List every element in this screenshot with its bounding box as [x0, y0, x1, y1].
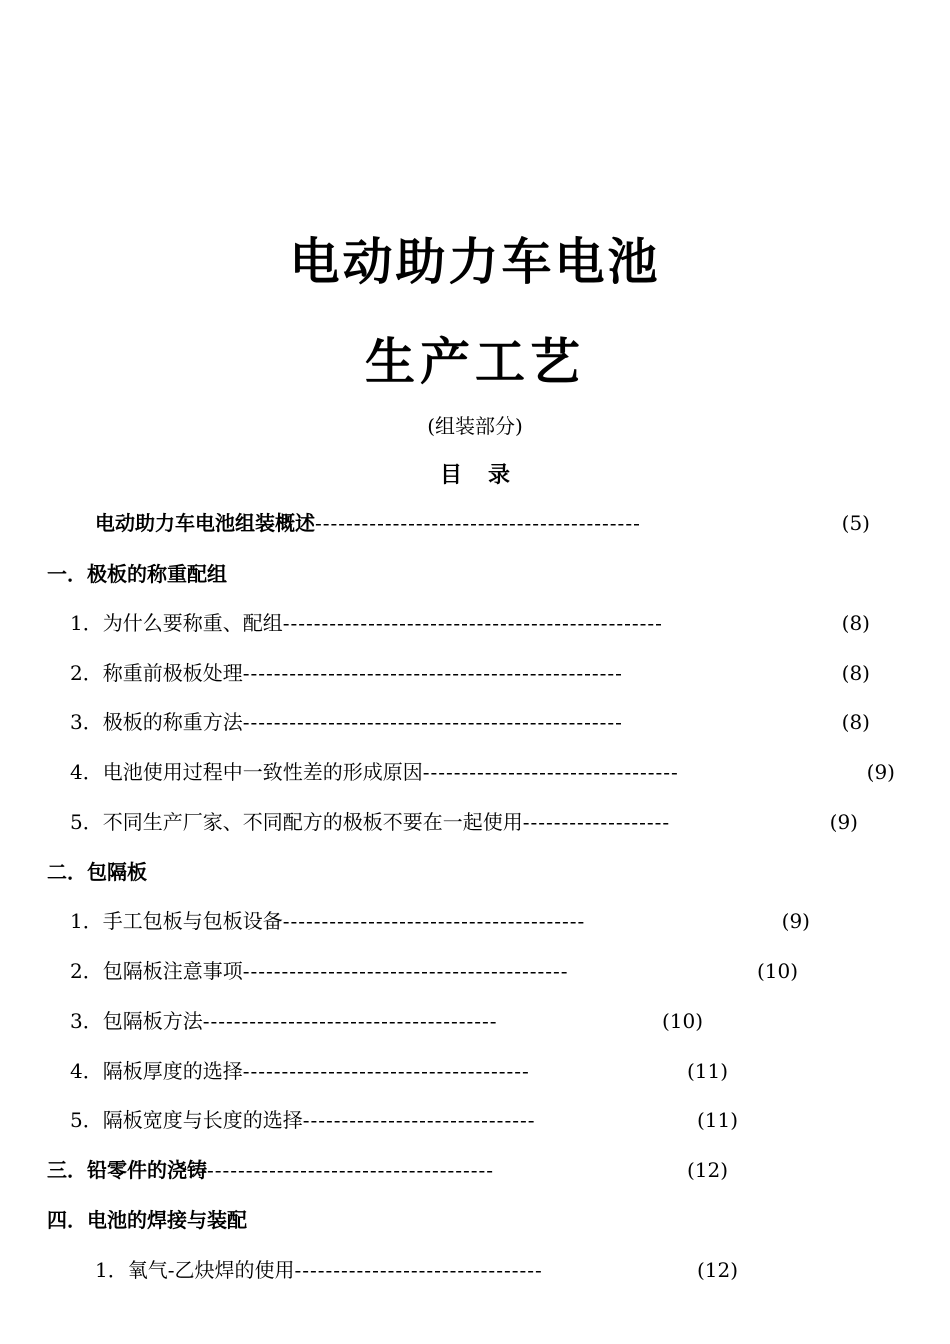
subtitle-close-paren: ) — [515, 414, 523, 438]
toc-entry-label: 5．不同生产厂家、不同配方的极板不要在一起使用 — [70, 810, 523, 834]
toc-dot-leader: -------------------------------------- — [202, 1009, 498, 1033]
toc-dot-leader: ------------------------------------------------- — [242, 661, 623, 685]
toc-entry-label: 2．包隔板注意事项 — [70, 959, 243, 983]
toc-entry[interactable] — [95, 1256, 738, 1284]
toc-dot-leader: ------------------------------------- — [207, 1158, 495, 1182]
toc-dot-leader: ------------------------------------------ — [315, 511, 641, 535]
toc-dot-leader: ------------------------------------- — [242, 1059, 530, 1083]
toc-page-number: (5) — [841, 511, 870, 535]
toc-entry[interactable] — [70, 659, 870, 687]
toc-dot-leader: ------------------------------------------------- — [242, 710, 623, 734]
toc-dot-leader: --------------------------------------- — [282, 909, 586, 933]
toc-page-number: (10) — [661, 1009, 703, 1033]
document-title-line1: 电动助力车电池 — [289, 233, 661, 291]
toc-page-number: (8) — [841, 710, 870, 734]
toc-entry-section-3[interactable] — [47, 1156, 728, 1184]
toc-entry-label: 1．手工包板与包板设备 — [70, 909, 283, 933]
toc-entry[interactable] — [70, 1057, 728, 1085]
toc-entry-overview[interactable] — [95, 509, 870, 537]
toc-entry[interactable] — [70, 1106, 738, 1134]
toc-entry[interactable] — [70, 758, 895, 786]
subtitle — [0, 410, 950, 439]
document-title-line2: 生产工艺 — [365, 333, 585, 391]
toc-page-number: (9) — [781, 909, 810, 933]
toc-entry-label: 2．称重前极板处理 — [70, 661, 243, 685]
toc-section-heading[interactable]: 二．包隔板 — [47, 860, 147, 884]
toc-section-heading: 三．铅零件的浇铸 — [47, 1158, 207, 1182]
toc-page-number: (11) — [696, 1108, 738, 1132]
toc-dot-leader: ------------------- — [522, 810, 671, 834]
toc-entry-label: 3．包隔板方法 — [70, 1009, 203, 1033]
toc-page-number: (8) — [841, 611, 870, 635]
toc-page-number: (10) — [756, 959, 798, 983]
toc-page-number: (12) — [686, 1158, 728, 1182]
toc-entry[interactable] — [70, 957, 798, 985]
toc-section-heading[interactable]: 四．电池的焊接与装配 — [47, 1208, 247, 1232]
toc-dot-leader: --------------------------------- — [422, 760, 679, 784]
toc-entry-label: 5．隔板宽度与长度的选择 — [70, 1108, 303, 1132]
toc-entry-label: 1．氧气-乙炔焊的使用 — [95, 1258, 295, 1282]
subtitle-text: 组装部分 — [435, 414, 515, 438]
toc-dot-leader: ------------------------------ — [302, 1108, 536, 1132]
toc-entry-label: 电动助力车电池组装概述 — [95, 511, 315, 535]
toc-entry[interactable] — [70, 609, 870, 637]
toc-entry-label: 3．极板的称重方法 — [70, 710, 243, 734]
toc-dot-leader: -------------------------------- — [294, 1258, 543, 1282]
toc-entry[interactable] — [70, 708, 870, 736]
toc-page-number: (12) — [696, 1258, 738, 1282]
toc-entry[interactable] — [70, 907, 810, 935]
toc-page-number: (8) — [841, 661, 870, 685]
toc-entry[interactable] — [70, 808, 858, 836]
toc-page-number: (9) — [829, 810, 858, 834]
toc-page-number: (9) — [866, 760, 895, 784]
toc-entry-label: 4．电池使用过程中一致性差的形成原因 — [70, 760, 423, 784]
toc-dot-leader: ------------------------------------------ — [242, 959, 569, 983]
toc-entry-label: 1．为什么要称重、配组 — [70, 611, 283, 635]
toc-entry-label: 4．隔板厚度的选择 — [70, 1059, 243, 1083]
toc-entry[interactable] — [70, 1007, 703, 1035]
toc-page-number: (11) — [686, 1059, 728, 1083]
subtitle-open-paren: ( — [427, 414, 435, 438]
toc-section-heading[interactable]: 一．极板的称重配组 — [47, 562, 227, 586]
toc-heading: 目录 — [439, 463, 536, 488]
toc-dot-leader: ------------------------------------------------- — [282, 611, 663, 635]
